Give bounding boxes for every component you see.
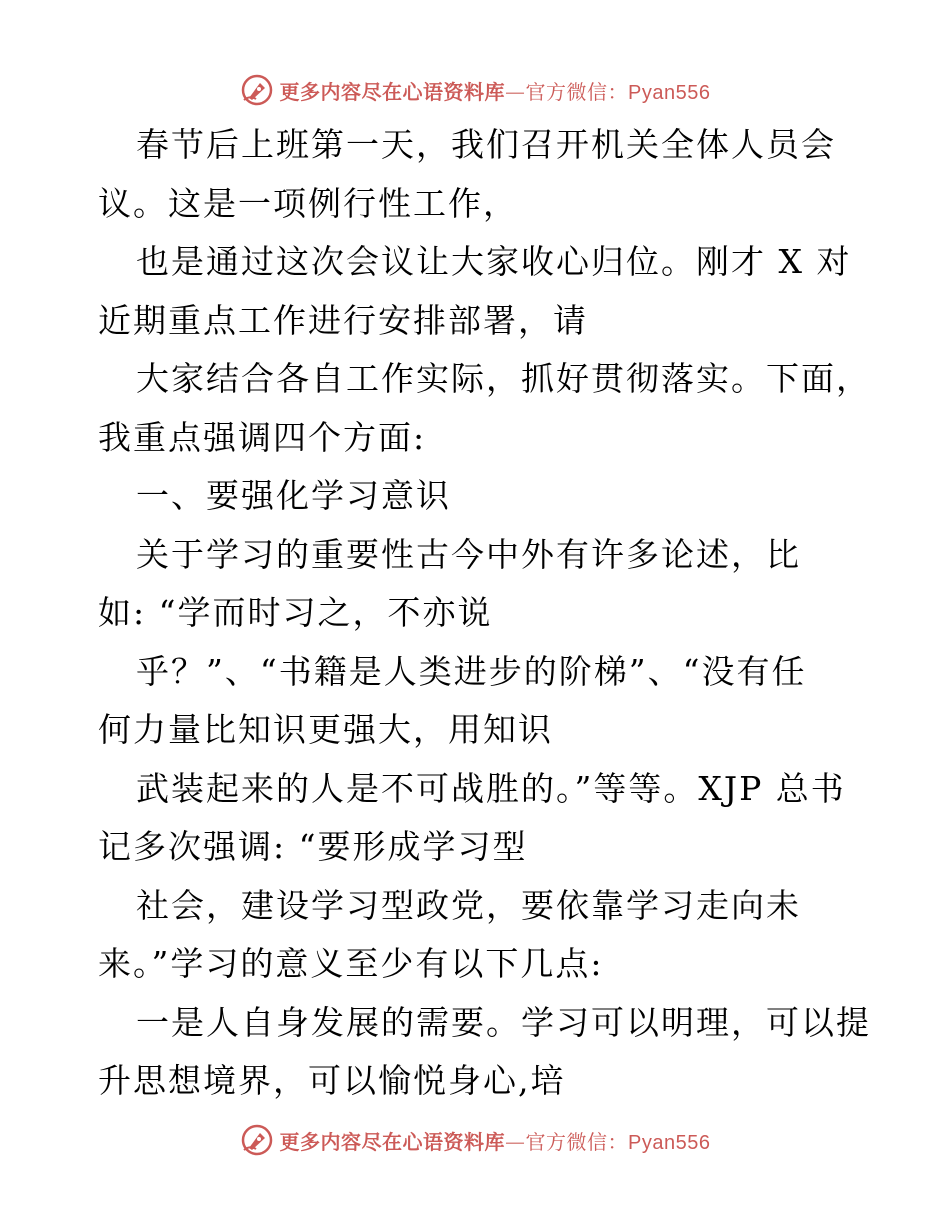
text-line: 来。”学习的意义至少有以下几点:: [98, 944, 604, 983]
footer-watermark-title: 更多内容尽在心语资料库: [279, 1129, 506, 1154]
text-line: 记多次强调: “要形成学习型: [98, 827, 528, 866]
footer-watermark-wechat-id: Pyan556: [628, 1131, 711, 1154]
header-watermark-inner: [240, 73, 711, 107]
text-line: 我重点强调四个方面:: [98, 417, 427, 457]
text-line: 议。这是一项例行性工作，: [98, 183, 518, 223]
section-heading: 一、要强化学习意识: [136, 476, 451, 515]
text-line: 乎？”、“书籍是人类进步的阶梯”、“没有任: [136, 651, 807, 691]
text-line: 社会，建设学习型政党，要依靠学习走向未: [136, 885, 801, 925]
text-line: 如: “学而时习之，不亦说: [98, 593, 493, 632]
footer-watermark-text: [280, 1126, 711, 1155]
header-watermark-title: 更多内容尽在心语资料库: [279, 79, 506, 104]
header-watermark-official: 官方微信：: [525, 79, 629, 104]
pen-nib-logo-icon: [240, 1123, 274, 1157]
text-line: 春节后上班第一天，我们召开机关全体人员会: [136, 125, 836, 164]
document-body: [98, 116, 871, 1111]
text-line: 也是通过这次会议让大家收心归位。刚才 X 对: [136, 242, 852, 281]
text-line: 升思想境界，可以愉悦身心,培: [98, 1061, 566, 1100]
header-watermark-wechat-id: Pyan556: [628, 81, 711, 104]
footer-watermark-official: 官方微信：: [525, 1129, 629, 1154]
text-line: 何力量比知识更强大，用知识: [98, 710, 553, 749]
footer-watermark-separator: —: [505, 1129, 526, 1154]
footer-watermark-inner: [240, 1123, 711, 1157]
text-line: 近期重点工作进行安排部署，请: [98, 300, 588, 340]
text-line: 一是人自身发展的需要。学习可以明理，可以提: [136, 1002, 871, 1042]
text-line: 关于学习的重要性古今中外有许多论述，比: [136, 534, 801, 574]
header-watermark-text: [280, 76, 711, 105]
pen-nib-logo-icon: [240, 73, 274, 107]
footer-watermark-banner: [0, 1118, 950, 1162]
header-watermark-banner: [0, 68, 950, 112]
text-line: 大家结合各自工作实际，抓好贯彻落实。下面，: [136, 359, 871, 398]
text-line: 武装起来的人是不可战胜的。”等等。XJP 总书: [136, 768, 846, 808]
header-watermark-separator: —: [505, 79, 526, 104]
